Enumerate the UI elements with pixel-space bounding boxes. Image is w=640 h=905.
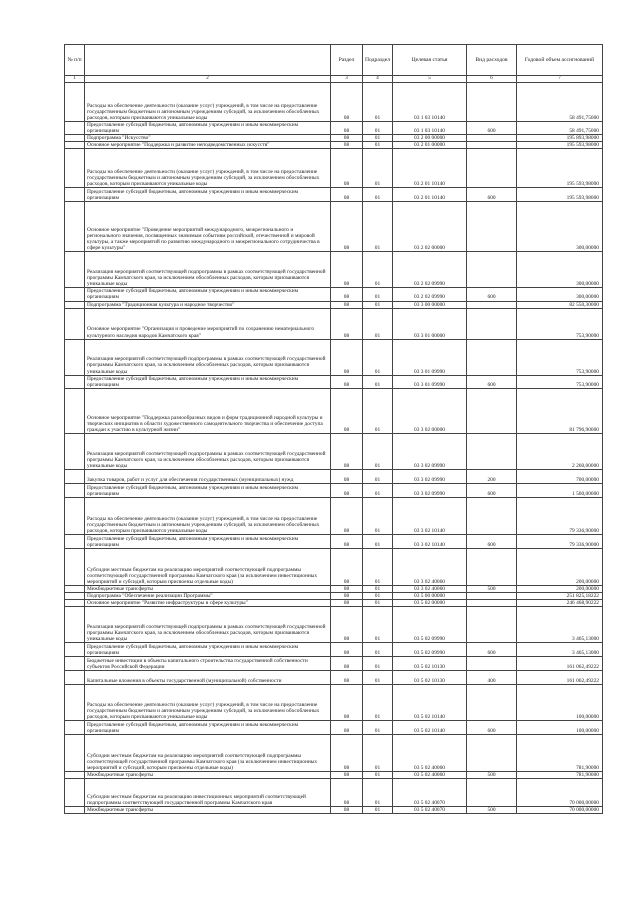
- row-target-article-cell: 03 3 02 10140: [393, 534, 467, 548]
- table-row: [65, 288, 603, 301]
- table-row: [65, 807, 603, 814]
- row-razdel-cell: 08: [331, 607, 363, 643]
- row-name-cell: Реализация мероприятий соответствующей подпрограммы в рамках соответствующей государственной программы Камчатского края, за исключением обособленных расходов, которым присваиваются уникальные коды: [85, 607, 331, 643]
- row-number-cell: [65, 483, 85, 497]
- row-podrazdel-cell: 01: [363, 252, 393, 288]
- row-amount-cell: 300,00000: [517, 252, 603, 288]
- row-target-article-cell: 03 1 03 10140: [393, 83, 467, 122]
- row-podrazdel-cell: 01: [363, 288, 393, 301]
- row-target-article-cell: 03 2 02 09990: [393, 252, 467, 288]
- row-podrazdel-cell: 01: [363, 149, 393, 188]
- row-expense-type-cell: 600: [467, 483, 517, 497]
- row-expense-type-cell: 600: [467, 534, 517, 548]
- row-expense-type-cell: [467, 388, 517, 433]
- row-name-cell: Расходы на обеспечение деятельности (оказание услуг) учреждений, в том числе на предоставление государственным бюджетным и автономным учреждениям субсидий, за исключением обособленных расходов, которым присваиваются уникальные коды: [85, 149, 331, 188]
- table-row: [65, 585, 603, 592]
- row-name-cell: Основное мероприятие "Проведение мероприятий международного, межрегионального и регионального значения, посвященных значимым событиям российской, отечественной и мировой культуры, а также мероприятий по развитию международного и межрегионального сотрудничества в сфере культуры": [85, 202, 331, 252]
- row-name-cell: Межбюджетные трансферты: [85, 585, 331, 592]
- row-expense-type-cell: [467, 779, 517, 807]
- row-target-article-cell: 03 3 01 09990: [393, 339, 467, 375]
- row-podrazdel-cell: 01: [363, 483, 393, 497]
- row-expense-type-cell: 600: [467, 288, 517, 301]
- column-number-row: [65, 76, 603, 83]
- row-expense-type-cell: [467, 202, 517, 252]
- row-amount-cell: 300,00000: [517, 288, 603, 301]
- row-razdel-cell: 08: [331, 735, 363, 772]
- row-target-article-cell: 03 1 03 10140: [393, 122, 467, 135]
- row-razdel-cell: 08: [331, 772, 363, 779]
- row-target-article-cell: 03 5 02 10130: [393, 671, 467, 685]
- row-podrazdel-cell: 01: [363, 721, 393, 735]
- row-podrazdel-cell: 01: [363, 433, 393, 469]
- row-target-article-cell: 03 3 01 09990: [393, 375, 467, 388]
- row-target-article-cell: 03 2 01 10140: [393, 149, 467, 188]
- row-amount-cell: 195 593,98000: [517, 142, 603, 149]
- row-target-article-cell: 03 5 02 10140: [393, 721, 467, 735]
- row-expense-type-cell: [467, 135, 517, 142]
- row-number-cell: [65, 375, 85, 388]
- row-name-cell: Предоставление субсидий бюджетным, автономным учреждениям и иным некоммерческим организациям: [85, 375, 331, 388]
- row-name-cell: Бюджетные инвестиции в объекты капитального строительства государственной собственности субъектов Российской Федерации: [85, 657, 331, 671]
- row-target-article-cell: 03 5 00 00000: [393, 592, 467, 599]
- row-target-article-cell: 03 2 01 00000: [393, 142, 467, 149]
- table-row: [65, 772, 603, 779]
- row-name-cell: Предоставление субсидий бюджетным, автономным учреждениям и иным некоммерческим организациям: [85, 288, 331, 301]
- row-expense-type-cell: [467, 657, 517, 671]
- row-razdel-cell: 08: [331, 388, 363, 433]
- row-podrazdel-cell: 01: [363, 592, 393, 599]
- header-podrazdel: Подраздел: [363, 45, 393, 76]
- row-number-cell: [65, 721, 85, 735]
- row-name-cell: Закупка товаров, работ и услуг для обеспечения государственных (муниципальных) нужд: [85, 469, 331, 483]
- row-podrazdel-cell: 01: [363, 469, 393, 483]
- row-number-cell: [65, 779, 85, 807]
- table-row: [65, 600, 603, 607]
- row-amount-cell: 58 491,75000: [517, 122, 603, 135]
- row-number-cell: [65, 685, 85, 721]
- row-name-cell: Реализация мероприятий соответствующей подпрограммы в рамках соответствующей государственной программы Камчатского края, за исключением обособленных расходов, которым присваиваются уникальные коды: [85, 433, 331, 469]
- row-podrazdel-cell: 01: [363, 142, 393, 149]
- header-row: [65, 45, 603, 76]
- row-name-cell: Основное мероприятие "Развитие инфраструктуры в сфере культуры": [85, 600, 331, 607]
- row-podrazdel-cell: 01: [363, 301, 393, 308]
- table-row: [65, 135, 603, 142]
- row-number-cell: [65, 807, 85, 814]
- row-target-article-cell: 03 2 02 09990: [393, 288, 467, 301]
- row-number-cell: [65, 252, 85, 288]
- row-number-cell: [65, 308, 85, 339]
- budget-table-sheet: [64, 44, 602, 814]
- row-amount-cell: 58 491,75000: [517, 83, 603, 122]
- row-name-cell: Межбюджетные трансферты: [85, 772, 331, 779]
- row-number-cell: [65, 657, 85, 671]
- row-name-cell: Предоставление субсидий бюджетным, автономным учреждениям и иным некоммерческим организациям: [85, 643, 331, 657]
- row-amount-cell: 246 468,90222: [517, 600, 603, 607]
- row-razdel-cell: 08: [331, 375, 363, 388]
- row-number-cell: [65, 534, 85, 548]
- row-amount-cell: 79 336,90000: [517, 497, 603, 534]
- column-number: 5: [393, 76, 467, 83]
- row-expense-type-cell: 400: [467, 671, 517, 685]
- row-number-cell: [65, 122, 85, 135]
- table-row: [65, 592, 603, 599]
- row-name-cell: Основное мероприятие "Организация и проведение мероприятий по сохранению нематериального культурного наследия народов Камчатского края": [85, 308, 331, 339]
- row-target-article-cell: 03 2 01 10140: [393, 188, 467, 202]
- row-amount-cell: 781,90000: [517, 735, 603, 772]
- row-expense-type-cell: [467, 592, 517, 599]
- header-annual-amount: Годовой объем ассигнований: [517, 45, 603, 76]
- row-name-cell: Субсидии местным бюджетам на реализацию инвестиционных мероприятий соответствующей подпрограммы соответствующей государственной программы Камчатского края: [85, 779, 331, 807]
- row-number-cell: [65, 339, 85, 375]
- row-number-cell: [65, 671, 85, 685]
- row-number-cell: [65, 433, 85, 469]
- row-number-cell: [65, 497, 85, 534]
- row-amount-cell: 100,00000: [517, 721, 603, 735]
- row-target-article-cell: 03 5 02 40060: [393, 735, 467, 772]
- row-podrazdel-cell: 01: [363, 202, 393, 252]
- row-amount-cell: 781,90000: [517, 772, 603, 779]
- row-name-cell: Расходы на обеспечение деятельности (оказание услуг) учреждений, в том числе на предоставление государственным бюджетным и автономным учреждениям субсидий, за исключением обособленных расходов, которым присваиваются уникальные коды: [85, 685, 331, 721]
- table-row: [65, 469, 603, 483]
- row-razdel-cell: 08: [331, 807, 363, 814]
- row-target-article-cell: 03 3 00 00000: [393, 301, 467, 308]
- row-podrazdel-cell: 01: [363, 607, 393, 643]
- row-name-cell: Основное мероприятие "Поддержка разнообразных видов и форм традиционной народной культуры и творческих инициатив в области художественного самодеятельного творчества и обеспечение доступа граждан к участию в культурной жизни": [85, 388, 331, 433]
- row-number-cell: [65, 607, 85, 643]
- row-number-cell: [65, 388, 85, 433]
- row-expense-type-cell: [467, 735, 517, 772]
- row-razdel-cell: 08: [331, 779, 363, 807]
- row-podrazdel-cell: 01: [363, 600, 393, 607]
- row-razdel-cell: 08: [331, 483, 363, 497]
- row-number-cell: [65, 469, 85, 483]
- row-podrazdel-cell: 01: [363, 643, 393, 657]
- row-number-cell: [65, 548, 85, 585]
- column-number: 2: [85, 76, 331, 83]
- row-name-cell: Подпрограмма "Обеспечение реализации Программы": [85, 592, 331, 599]
- row-podrazdel-cell: 01: [363, 534, 393, 548]
- row-podrazdel-cell: 01: [363, 497, 393, 534]
- row-podrazdel-cell: 01: [363, 122, 393, 135]
- row-target-article-cell: 03 3 02 00000: [393, 388, 467, 433]
- row-podrazdel-cell: 01: [363, 188, 393, 202]
- row-amount-cell: 200,00000: [517, 548, 603, 585]
- row-amount-cell: 100,00000: [517, 685, 603, 721]
- row-amount-cell: 70 000,00000: [517, 779, 603, 807]
- row-name-cell: Субсидии местным бюджетам на реализацию мероприятий соответствующей подпрограммы соответствующей государственной программы Камчатского края (за исключением инвестиционных мероприятий и субсидий, которым присвоены отдельные коды): [85, 735, 331, 772]
- row-target-article-cell: 03 5 02 40060: [393, 772, 467, 779]
- row-razdel-cell: 08: [331, 497, 363, 534]
- row-razdel-cell: 08: [331, 469, 363, 483]
- table-row: [65, 671, 603, 685]
- row-podrazdel-cell: 01: [363, 735, 393, 772]
- table-row: [65, 252, 603, 288]
- row-razdel-cell: 08: [331, 135, 363, 142]
- row-amount-cell: 3 465,13000: [517, 607, 603, 643]
- row-podrazdel-cell: 01: [363, 807, 393, 814]
- table-row: [65, 483, 603, 497]
- row-amount-cell: 1 560,00000: [517, 483, 603, 497]
- table-row: [65, 779, 603, 807]
- row-amount-cell: 195 593,98000: [517, 149, 603, 188]
- table-row: [65, 308, 603, 339]
- table-row: [65, 388, 603, 433]
- table-row: [65, 83, 603, 122]
- row-razdel-cell: 08: [331, 721, 363, 735]
- row-number-cell: [65, 585, 85, 592]
- row-amount-cell: 79 336,90000: [517, 534, 603, 548]
- row-name-cell: Предоставление субсидий бюджетным, автономным учреждениям и иным некоммерческим организациям: [85, 188, 331, 202]
- row-expense-type-cell: 200: [467, 469, 517, 483]
- table-row: [65, 202, 603, 252]
- row-podrazdel-cell: 01: [363, 375, 393, 388]
- budget-table: [64, 44, 603, 814]
- header-number: № п/п: [65, 45, 85, 76]
- row-expense-type-cell: [467, 685, 517, 721]
- row-amount-cell: 300,00000: [517, 202, 603, 252]
- row-razdel-cell: 08: [331, 252, 363, 288]
- row-amount-cell: 3 465,13000: [517, 643, 603, 657]
- row-target-article-cell: 03 5 02 09990: [393, 607, 467, 643]
- row-target-article-cell: 03 2 02 00000: [393, 202, 467, 252]
- row-target-article-cell: 03 3 02 10140: [393, 497, 467, 534]
- header-razdel: Раздел: [331, 45, 363, 76]
- row-razdel-cell: 08: [331, 592, 363, 599]
- row-target-article-cell: 03 3 02 09990: [393, 433, 467, 469]
- row-amount-cell: 200,00000: [517, 585, 603, 592]
- row-razdel-cell: 08: [331, 149, 363, 188]
- row-amount-cell: 70 000,00000: [517, 807, 603, 814]
- row-target-article-cell: 03 5 02 40070: [393, 807, 467, 814]
- row-razdel-cell: 08: [331, 685, 363, 721]
- row-expense-type-cell: [467, 600, 517, 607]
- row-name-cell: Предоставление субсидий бюджетным, автономным учреждениям и иным некоммерческим организациям: [85, 721, 331, 735]
- row-number-cell: [65, 735, 85, 772]
- row-target-article-cell: 03 3 02 40060: [393, 548, 467, 585]
- row-name-cell: Капитальные вложения в объекты государственной (муниципальной) собственности: [85, 671, 331, 685]
- row-number-cell: [65, 772, 85, 779]
- row-number-cell: [65, 643, 85, 657]
- row-expense-type-cell: 600: [467, 721, 517, 735]
- row-name-cell: Предоставление субсидий бюджетным, автономным учреждениям и иным некоммерческим организациям: [85, 122, 331, 135]
- row-number-cell: [65, 135, 85, 142]
- row-expense-type-cell: 600: [467, 188, 517, 202]
- row-name-cell: Субсидии местным бюджетам на реализацию мероприятий соответствующей подпрограммы соответствующей государственной программы Камчатского края (за исключением инвестиционных мероприятий и субсидий, которым присвоены отдельные коды): [85, 548, 331, 585]
- row-number-cell: [65, 592, 85, 599]
- row-razdel-cell: 08: [331, 188, 363, 202]
- row-razdel-cell: 08: [331, 288, 363, 301]
- row-expense-type-cell: [467, 339, 517, 375]
- row-target-article-cell: 03 3 02 09990: [393, 483, 467, 497]
- row-expense-type-cell: [467, 149, 517, 188]
- column-number: 7: [517, 76, 603, 83]
- row-number-cell: [65, 142, 85, 149]
- row-podrazdel-cell: 01: [363, 585, 393, 592]
- table-row: [65, 301, 603, 308]
- row-podrazdel-cell: 01: [363, 772, 393, 779]
- row-number-cell: [65, 202, 85, 252]
- row-name-cell: Реализация мероприятий соответствующей подпрограммы в рамках соответствующей государственной программы Камчатского края, за исключением обособленных расходов, которым присваиваются уникальные коды: [85, 339, 331, 375]
- row-target-article-cell: 03 3 02 09990: [393, 469, 467, 483]
- row-razdel-cell: 08: [331, 301, 363, 308]
- row-razdel-cell: 08: [331, 433, 363, 469]
- row-name-cell: Реализация мероприятий соответствующей подпрограммы в рамках соответствующей государственной программы Камчатского края, за исключением обособленных расходов, которым присваиваются уникальные коды: [85, 252, 331, 288]
- row-name-cell: Предоставление субсидий бюджетным, автономным учреждениям и иным некоммерческим организациям: [85, 483, 331, 497]
- table-row: [65, 657, 603, 671]
- row-amount-cell: 753,90000: [517, 308, 603, 339]
- row-amount-cell: 753,90000: [517, 339, 603, 375]
- row-target-article-cell: 03 3 02 40060: [393, 585, 467, 592]
- row-razdel-cell: 08: [331, 202, 363, 252]
- row-expense-type-cell: [467, 252, 517, 288]
- row-razdel-cell: 08: [331, 142, 363, 149]
- table-row: [65, 375, 603, 388]
- row-razdel-cell: 08: [331, 600, 363, 607]
- row-expense-type-cell: [467, 142, 517, 149]
- row-number-cell: [65, 600, 85, 607]
- row-expense-type-cell: 600: [467, 643, 517, 657]
- row-podrazdel-cell: 01: [363, 548, 393, 585]
- row-razdel-cell: 08: [331, 122, 363, 135]
- row-amount-cell: 251 825,18222: [517, 592, 603, 599]
- row-target-article-cell: 03 5 02 10140: [393, 685, 467, 721]
- row-amount-cell: 195 893,98000: [517, 135, 603, 142]
- row-razdel-cell: 08: [331, 534, 363, 548]
- table-row: [65, 339, 603, 375]
- row-amount-cell: 753,90000: [517, 375, 603, 388]
- row-razdel-cell: 08: [331, 585, 363, 592]
- row-target-article-cell: 03 5 02 40070: [393, 779, 467, 807]
- table-row: [65, 607, 603, 643]
- column-number: 4: [363, 76, 393, 83]
- row-expense-type-cell: 500: [467, 585, 517, 592]
- row-podrazdel-cell: 01: [363, 671, 393, 685]
- header-target-article: Целевая статья: [393, 45, 467, 76]
- table-row: [65, 497, 603, 534]
- row-expense-type-cell: [467, 548, 517, 585]
- row-amount-cell: 195 593,98000: [517, 188, 603, 202]
- row-amount-cell: 2 260,00000: [517, 433, 603, 469]
- row-razdel-cell: 08: [331, 308, 363, 339]
- header-name: [85, 45, 331, 76]
- table-row: [65, 149, 603, 188]
- row-razdel-cell: 08: [331, 657, 363, 671]
- row-number-cell: [65, 188, 85, 202]
- row-number-cell: [65, 301, 85, 308]
- row-target-article-cell: 03 2 00 00000: [393, 135, 467, 142]
- table-row: [65, 433, 603, 469]
- table-body: [65, 83, 603, 814]
- row-expense-type-cell: [467, 83, 517, 122]
- row-expense-type-cell: [467, 433, 517, 469]
- row-name-cell: Расходы на обеспечение деятельности (оказание услуг) учреждений, в том числе на предоставление государственным бюджетным и автономным учреждениям субсидий, за исключением обособленных расходов, которым присваиваются уникальные коды: [85, 83, 331, 122]
- row-podrazdel-cell: 01: [363, 779, 393, 807]
- table-row: [65, 643, 603, 657]
- row-target-article-cell: 03 5 02 09990: [393, 643, 467, 657]
- row-podrazdel-cell: 01: [363, 83, 393, 122]
- table-row: [65, 685, 603, 721]
- table-row: [65, 122, 603, 135]
- row-razdel-cell: 08: [331, 548, 363, 585]
- row-expense-type-cell: 500: [467, 772, 517, 779]
- table-row: [65, 188, 603, 202]
- table-row: [65, 142, 603, 149]
- row-expense-type-cell: 600: [467, 122, 517, 135]
- row-amount-cell: 161 062,49222: [517, 671, 603, 685]
- row-expense-type-cell: 500: [467, 807, 517, 814]
- column-number: 3: [331, 76, 363, 83]
- column-number: 6: [467, 76, 517, 83]
- row-razdel-cell: 08: [331, 671, 363, 685]
- table-row: [65, 735, 603, 772]
- row-target-article-cell: 03 3 01 00000: [393, 308, 467, 339]
- row-name-cell: Расходы на обеспечение деятельности (оказание услуг) учреждений, в том числе на предоставление государственным бюджетным и автономным учреждениям субсидий, за исключением обособленных расходов, которым присваиваются уникальные коды: [85, 497, 331, 534]
- row-target-article-cell: 03 5 02 10130: [393, 657, 467, 671]
- row-name-cell: Подпрограмма "Традиционная культура и народное творчество": [85, 301, 331, 308]
- row-expense-type-cell: [467, 607, 517, 643]
- row-podrazdel-cell: 01: [363, 685, 393, 721]
- row-name-cell: Предоставление субсидий бюджетным, автономным учреждениям и иным некоммерческим организациям: [85, 534, 331, 548]
- row-podrazdel-cell: 01: [363, 339, 393, 375]
- row-expense-type-cell: [467, 301, 517, 308]
- row-number-cell: [65, 83, 85, 122]
- header-expense-type: Вид расходов: [467, 45, 517, 76]
- row-podrazdel-cell: 01: [363, 135, 393, 142]
- row-name-cell: Основное мероприятие "Поддержка и развитие неподведомственных искусств": [85, 142, 331, 149]
- row-amount-cell: 700,00000: [517, 469, 603, 483]
- row-razdel-cell: 08: [331, 643, 363, 657]
- row-podrazdel-cell: 01: [363, 388, 393, 433]
- row-podrazdel-cell: 01: [363, 308, 393, 339]
- row-expense-type-cell: [467, 497, 517, 534]
- row-target-article-cell: 03 5 02 00000: [393, 600, 467, 607]
- row-amount-cell: 81 796,90000: [517, 388, 603, 433]
- row-razdel-cell: 08: [331, 339, 363, 375]
- row-podrazdel-cell: 01: [363, 657, 393, 671]
- row-name-cell: Межбюджетные трансферты: [85, 807, 331, 814]
- table-row: [65, 534, 603, 548]
- row-razdel-cell: 08: [331, 83, 363, 122]
- row-expense-type-cell: 600: [467, 375, 517, 388]
- row-amount-cell: 82 550,30000: [517, 301, 603, 308]
- table-row: [65, 721, 603, 735]
- row-name-cell: Подпрограмма "Искусство": [85, 135, 331, 142]
- row-number-cell: [65, 288, 85, 301]
- table-row: [65, 548, 603, 585]
- column-number: 1: [65, 76, 85, 83]
- row-expense-type-cell: [467, 308, 517, 339]
- row-amount-cell: 161 062,49222: [517, 657, 603, 671]
- row-number-cell: [65, 149, 85, 188]
